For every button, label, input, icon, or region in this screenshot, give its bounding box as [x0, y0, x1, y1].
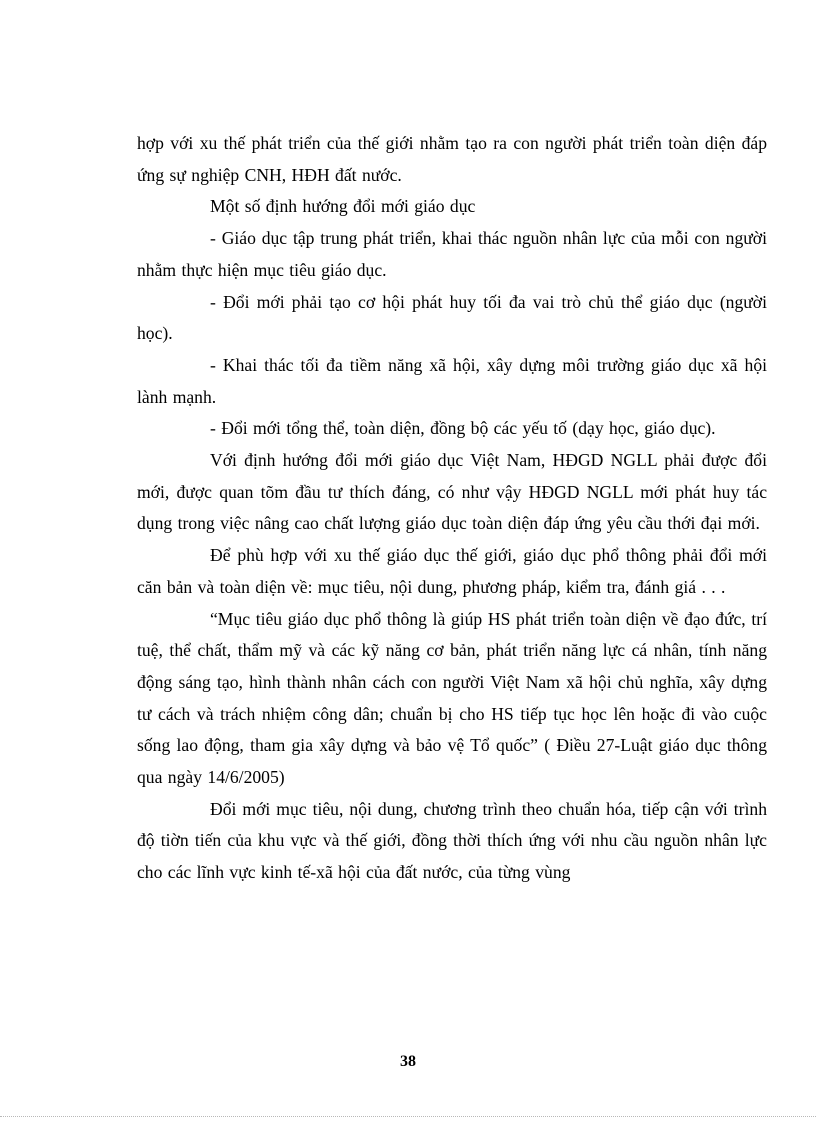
- paragraph-bullet-learner-role: - Đổi mới phải tạo cơ hội phát huy tối đa vai trò chủ thể giáo dục (người học).: [137, 291, 767, 344]
- footer-divider: [0, 1116, 816, 1117]
- paragraph-continuation: hợp với xu thế phát triển của thế giới nhằm tạo ra con người phát triển toàn diện đáp ứng sự nghiệp CNH, HĐH đất nước.: [137, 133, 767, 185]
- paragraph-education-law-quote: “Mục tiêu giáo dục phổ thông là giúp HS phát triển toàn diện về đạo đức, trí tuệ, thể chất, thẩm mỹ và các kỹ năng cơ bản, phát triển năng lực cá nhân, tính năng động sáng tạo, hình thành nhân cách con người Việt Nam xã hội chủ nghĩa, xây dựng tư cách và trách nhiệm công dân; chuẩn bị cho HS tiếp tục học lên hoặc đi vào cuộc sống lao động, tham gia xây dựng và bảo vệ Tổ quốc” ( Điều 27-Luật giáo dục thông qua ngày 14/6/2005): [137, 608, 767, 788]
- paragraph-bullet-human-resources: - Giáo dục tập trung phát triển, khai thác nguồn nhân lực của mỗi con người nhằm thực hiện mục tiêu giáo dục.: [137, 228, 767, 280]
- paragraph-bullet-comprehensive-reform: - Đổi mới tổng thể, toàn diện, đồng bộ các yếu tố (dạy học, giáo dục).: [210, 418, 716, 439]
- body-text: [137, 128, 767, 889]
- paragraph-hdgd-ngll: Với định hướng đổi mới giáo dục Việt Nam, HĐGD NGLL phải được đổi mới, được quan tõm đầu tư thích đáng, có như vậy HĐGD NGLL mới phát huy tác dụng trong việc nâng cao chất lượng giáo dục toàn diện đáp ứng yêu cầu thới đại mới.: [137, 450, 767, 534]
- paragraph-heading-reform-orientations: Một số định hướng đổi mới giáo dục: [210, 196, 476, 217]
- paragraph-general-education-reform: Để phù hợp với xu thế giáo dục thế giới, giáo dục phổ thông phải đổi mới căn bản và toàn diện về: mục tiêu, nội dung, phương pháp, kiểm tra, đánh giá . . .: [137, 545, 767, 597]
- paragraph-bullet-social-potential: - Khai thác tối đa tiềm năng xã hội, xây dựng môi trường giáo dục xã hội lành mạnh.: [137, 354, 767, 407]
- paragraph-curriculum-reform: Đổi mới mục tiêu, nội dung, chương trình theo chuẩn hóa, tiếp cận với trình độ tiờn tiến của khu vực và thế giới, đồng thời thích ứng với nhu cầu nguồn nhân lực cho các lĩnh vực kinh tế-xã hội của đất nước, của từng vùng: [137, 798, 767, 883]
- page-number: 38: [400, 1053, 416, 1070]
